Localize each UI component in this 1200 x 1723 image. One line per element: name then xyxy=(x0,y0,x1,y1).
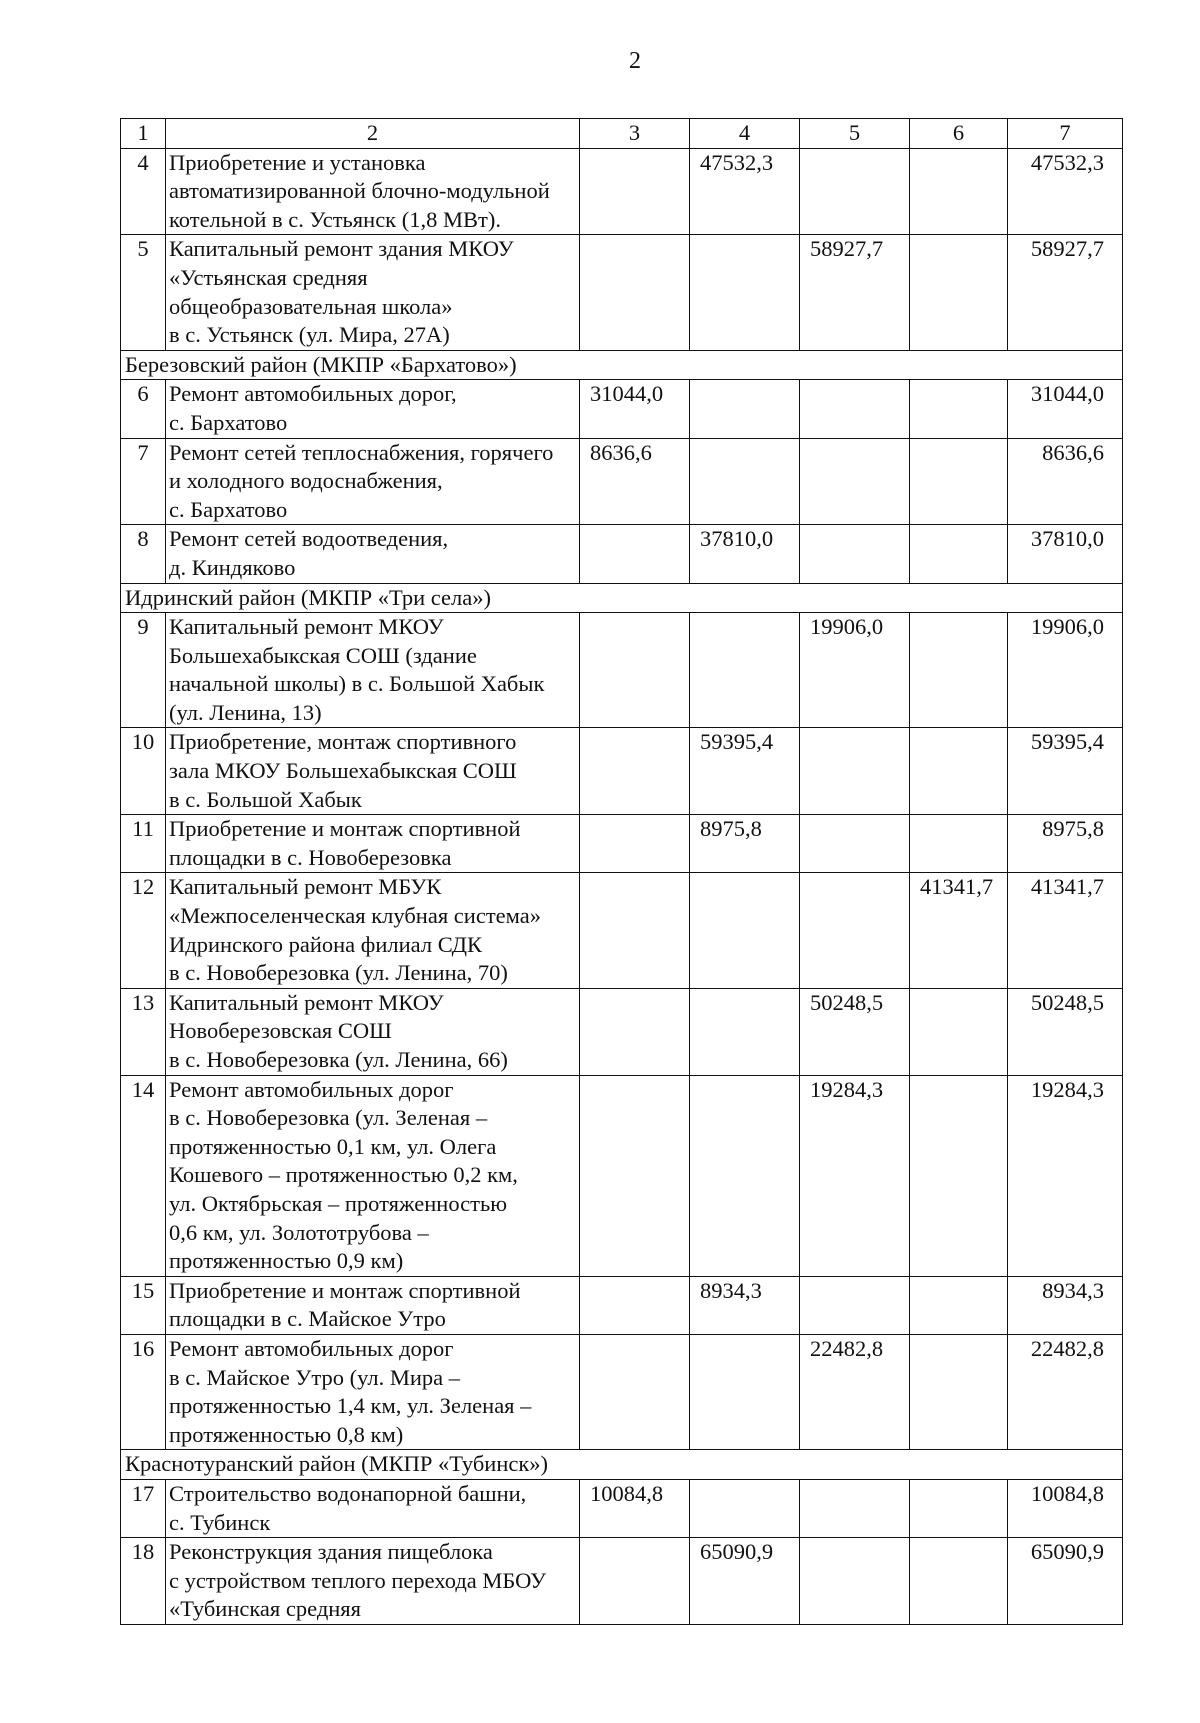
amount-c5: 19284,3 xyxy=(800,1075,910,1276)
item-name-line: Ремонт автомобильных дорог xyxy=(169,1076,454,1102)
amount-c6 xyxy=(910,1479,1008,1537)
item-name-line: д. Киндяково xyxy=(169,554,296,580)
table-row xyxy=(121,525,1123,583)
row-number: 17 xyxy=(121,1479,166,1537)
amount-c3 xyxy=(580,728,690,815)
amount-c7: 10084,8 xyxy=(1008,1479,1123,1537)
table-row xyxy=(121,235,1123,350)
amount-c7: 8934,3 xyxy=(1008,1276,1123,1334)
item-name-line: «Межпоселенческая клубная система» xyxy=(169,903,541,929)
table-row xyxy=(121,1075,1123,1276)
amount-c7: 59395,4 xyxy=(1008,728,1123,815)
amount-c7: 65090,9 xyxy=(1008,1538,1123,1625)
item-name-line: котельной в с. Устьянск (1,8 МВт). xyxy=(169,206,501,232)
amount-c7: 8975,8 xyxy=(1008,815,1123,873)
amount-c6 xyxy=(910,1334,1008,1449)
item-name-line: в с. Устьянск (ул. Мира, 27А) xyxy=(169,322,450,348)
row-number: 4 xyxy=(121,148,166,235)
amount-c4: 65090,9 xyxy=(690,1538,800,1625)
amount-c6 xyxy=(910,613,1008,728)
amount-c7: 8636,6 xyxy=(1008,438,1123,525)
table-row xyxy=(121,1538,1123,1625)
item-name xyxy=(166,815,580,873)
item-name-line: в с. Новоберезовка (ул. Зеленая – xyxy=(169,1105,488,1131)
table-row xyxy=(121,815,1123,873)
item-name-line: протяженностью 0,1 км, ул. Олега xyxy=(169,1133,497,1159)
amount-c6 xyxy=(910,235,1008,350)
section-title: Краснотуранский район (МКПР «Тубинск») xyxy=(121,1450,1123,1480)
row-number: 12 xyxy=(121,873,166,988)
table-header-row xyxy=(121,119,1123,149)
amount-c4 xyxy=(690,1479,800,1537)
amount-c6 xyxy=(910,815,1008,873)
item-name xyxy=(166,1538,580,1625)
item-name-line: Капитальный ремонт МБУК xyxy=(169,874,442,900)
item-name xyxy=(166,1075,580,1276)
amount-c4: 59395,4 xyxy=(690,728,800,815)
amount-c3 xyxy=(580,1276,690,1334)
table-body xyxy=(121,119,1123,1625)
amount-c7: 19906,0 xyxy=(1008,613,1123,728)
table-row xyxy=(121,873,1123,988)
item-name-line: общеобразовательная школа» xyxy=(169,293,453,319)
amount-c5 xyxy=(800,728,910,815)
column-header: 1 xyxy=(121,119,166,149)
section-title: Идринский район (МКПР «Три села») xyxy=(121,583,1123,613)
amount-c4 xyxy=(690,613,800,728)
row-number: 11 xyxy=(121,815,166,873)
row-number: 13 xyxy=(121,988,166,1075)
item-name-line: Новоберезовская СОШ xyxy=(169,1018,392,1044)
item-name-line: с. Тубинск xyxy=(169,1509,271,1535)
amount-c4 xyxy=(690,873,800,988)
amount-c4: 8934,3 xyxy=(690,1276,800,1334)
column-header: 6 xyxy=(910,119,1008,149)
funding-table xyxy=(120,118,1123,1625)
amount-c7: 19284,3 xyxy=(1008,1075,1123,1276)
amount-c5 xyxy=(800,148,910,235)
row-number: 14 xyxy=(121,1075,166,1276)
amount-c3 xyxy=(580,873,690,988)
item-name-line: Ремонт сетей теплоснабжения, горячего xyxy=(169,439,554,465)
item-name-line: Приобретение, монтаж спортивного xyxy=(169,729,517,755)
amount-c6 xyxy=(910,988,1008,1075)
amount-c4 xyxy=(690,235,800,350)
row-number: 15 xyxy=(121,1276,166,1334)
amount-c4 xyxy=(690,380,800,438)
amount-c5 xyxy=(800,1538,910,1625)
item-name-line: «Устьянская средняя xyxy=(169,264,368,290)
item-name-line: и холодного водоснабжения, xyxy=(169,468,443,494)
item-name-line: ул. Октябрьская – протяженностью xyxy=(169,1190,508,1216)
row-number: 6 xyxy=(121,380,166,438)
item-name-line: Ремонт автомобильных дорог xyxy=(169,1335,454,1361)
amount-c3 xyxy=(580,988,690,1075)
amount-c7: 22482,8 xyxy=(1008,1334,1123,1449)
amount-c7: 31044,0 xyxy=(1008,380,1123,438)
column-header: 4 xyxy=(690,119,800,149)
amount-c6 xyxy=(910,525,1008,583)
table-row xyxy=(121,1276,1123,1334)
item-name xyxy=(166,1479,580,1537)
item-name-line: Идринского района филиал СДК xyxy=(169,931,482,957)
amount-c3 xyxy=(580,1075,690,1276)
item-name-line: площадки в с. Майское Утро xyxy=(169,1306,446,1332)
section-row xyxy=(121,350,1123,380)
item-name-line: протяженностью 1,4 км, ул. Зеленая – xyxy=(169,1393,532,1419)
item-name-line: Ремонт автомобильных дорог, xyxy=(169,381,457,407)
item-name xyxy=(166,525,580,583)
item-name-line: зала МКОУ Большехабыкская СОШ xyxy=(169,758,517,784)
item-name-line: «Тубинская средняя xyxy=(169,1596,362,1622)
amount-c5 xyxy=(800,815,910,873)
amount-c3 xyxy=(580,235,690,350)
item-name-line: Капитальный ремонт МКОУ xyxy=(169,989,444,1015)
page-number: 2 xyxy=(629,48,641,74)
item-name-line: Ремонт сетей водоотведения, xyxy=(169,526,449,552)
row-number: 5 xyxy=(121,235,166,350)
amount-c6: 41341,7 xyxy=(910,873,1008,988)
table-row xyxy=(121,988,1123,1075)
item-name-line: площадки в с. Новоберезовка xyxy=(169,844,452,870)
amount-c6 xyxy=(910,148,1008,235)
item-name-line: в с. Новоберезовка (ул. Ленина, 66) xyxy=(169,1047,508,1072)
item-name-line: Строительство водонапорной башни, xyxy=(169,1480,527,1506)
item-name-line: в с. Новоберезовка (ул. Ленина, 70) xyxy=(169,960,508,986)
item-name xyxy=(166,1334,580,1449)
amount-c4: 37810,0 xyxy=(690,525,800,583)
amount-c6 xyxy=(910,728,1008,815)
amount-c6 xyxy=(910,1075,1008,1276)
amount-c3: 31044,0 xyxy=(580,380,690,438)
row-number: 10 xyxy=(121,728,166,815)
column-header: 3 xyxy=(580,119,690,149)
amount-c5: 50248,5 xyxy=(800,988,910,1075)
item-name-line: протяженностью 0,9 км) xyxy=(169,1248,404,1274)
table-row xyxy=(121,1479,1123,1537)
column-header: 2 xyxy=(166,119,580,149)
item-name-line: Капитальный ремонт МКОУ xyxy=(169,614,444,640)
amount-c7: 41341,7 xyxy=(1008,873,1123,988)
row-number: 18 xyxy=(121,1538,166,1625)
item-name xyxy=(166,438,580,525)
amount-c5: 58927,7 xyxy=(800,235,910,350)
column-header: 7 xyxy=(1008,119,1123,149)
table-row xyxy=(121,380,1123,438)
table-row xyxy=(121,148,1123,235)
item-name xyxy=(166,873,580,988)
amount-c3 xyxy=(580,1538,690,1625)
item-name-line: автоматизированной блочно-модульной xyxy=(169,178,550,204)
section-title: Березовский район (МКПР «Бархатово») xyxy=(121,350,1123,380)
column-header: 5 xyxy=(800,119,910,149)
amount-c7: 37810,0 xyxy=(1008,525,1123,583)
amount-c5 xyxy=(800,525,910,583)
table-row xyxy=(121,1334,1123,1449)
item-name-line: Капитальный ремонт здания МКОУ xyxy=(169,236,514,262)
item-name-line: в с. Большой Хабык xyxy=(169,786,362,812)
amount-c3 xyxy=(580,1334,690,1449)
amount-c4: 47532,3 xyxy=(690,148,800,235)
item-name xyxy=(166,613,580,728)
item-name xyxy=(166,728,580,815)
amount-c3 xyxy=(580,525,690,583)
amount-c6 xyxy=(910,438,1008,525)
table-row xyxy=(121,728,1123,815)
amount-c4 xyxy=(690,988,800,1075)
amount-c5 xyxy=(800,873,910,988)
amount-c3: 10084,8 xyxy=(580,1479,690,1537)
section-row xyxy=(121,583,1123,613)
row-number: 8 xyxy=(121,525,166,583)
amount-c3 xyxy=(580,815,690,873)
section-row xyxy=(121,1450,1123,1480)
row-number: 9 xyxy=(121,613,166,728)
amount-c5 xyxy=(800,438,910,525)
amount-c4: 8975,8 xyxy=(690,815,800,873)
item-name-line: (ул. Ленина, 13) xyxy=(169,699,322,725)
item-name-line: Реконструкция здания пищеблока xyxy=(169,1539,493,1565)
item-name xyxy=(166,380,580,438)
item-name xyxy=(166,148,580,235)
amount-c4 xyxy=(690,438,800,525)
row-number: 16 xyxy=(121,1334,166,1449)
amount-c3 xyxy=(580,613,690,728)
item-name-line: 0,6 км, ул. Золототрубова – xyxy=(169,1219,429,1245)
amount-c5: 22482,8 xyxy=(800,1334,910,1449)
item-name-line: Большехабыкская СОШ (здание xyxy=(169,642,477,668)
amount-c3 xyxy=(580,148,690,235)
amount-c4 xyxy=(690,1075,800,1276)
item-name-line: Приобретение и установка xyxy=(169,149,426,175)
amount-c7: 50248,5 xyxy=(1008,988,1123,1075)
item-name-line: начальной школы) в с. Большой Хабык xyxy=(169,671,545,697)
amount-c3: 8636,6 xyxy=(580,438,690,525)
item-name-line: с. Бархатово xyxy=(169,496,288,522)
amount-c7: 58927,7 xyxy=(1008,235,1123,350)
item-name-line: протяженностью 0,8 км) xyxy=(169,1421,404,1447)
item-name-line: в с. Майское Утро (ул. Мира – xyxy=(169,1364,460,1390)
item-name-line: с. Бархатово xyxy=(169,409,288,435)
table-row xyxy=(121,438,1123,525)
amount-c5: 19906,0 xyxy=(800,613,910,728)
amount-c6 xyxy=(910,380,1008,438)
item-name xyxy=(166,235,580,350)
amount-c5 xyxy=(800,1276,910,1334)
item-name xyxy=(166,988,580,1075)
item-name xyxy=(166,1276,580,1334)
item-name-line: Приобретение и монтаж спортивной xyxy=(169,1277,521,1303)
table-row xyxy=(121,613,1123,728)
amount-c5 xyxy=(800,380,910,438)
item-name-line: Кошевого – протяженностью 0,2 км, xyxy=(169,1162,518,1188)
item-name-line: с устройством теплого перехода МБОУ xyxy=(169,1567,547,1593)
amount-c6 xyxy=(910,1276,1008,1334)
row-number: 7 xyxy=(121,438,166,525)
item-name-line: Приобретение и монтаж спортивной xyxy=(169,816,521,842)
amount-c7: 47532,3 xyxy=(1008,148,1123,235)
amount-c4 xyxy=(690,1334,800,1449)
amount-c5 xyxy=(800,1479,910,1537)
amount-c6 xyxy=(910,1538,1008,1625)
